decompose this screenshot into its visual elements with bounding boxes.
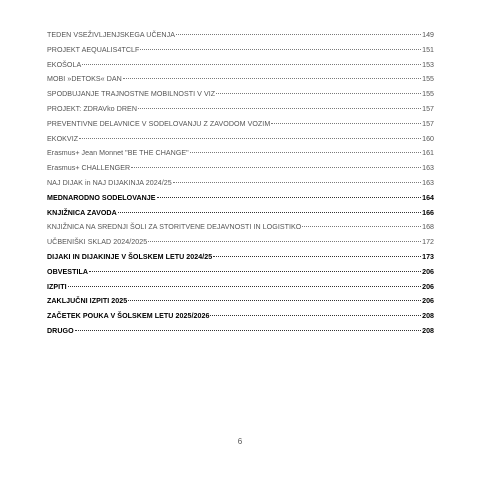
toc-entry-title: TEDEN VSEŽIVLJENJSKEGA UČENJA [47, 31, 175, 39]
toc-entry[interactable] [47, 220, 434, 235]
toc-entry-title: NAJ DIJAK in NAJ DIJAKINJA 2024/25 [47, 178, 172, 187]
toc-entry[interactable] [47, 206, 434, 221]
toc-entry-page: 173 [422, 252, 434, 261]
toc-entry[interactable] [47, 58, 434, 73]
toc-entry-page: 206 [422, 282, 434, 291]
toc-entry-page: 164 [422, 193, 434, 202]
toc-entry-page: 155 [422, 90, 434, 99]
toc-entry[interactable] [47, 309, 434, 324]
toc-entry-page: 161 [422, 149, 434, 158]
toc-entry[interactable] [47, 265, 434, 280]
toc-entry-page: 206 [422, 297, 434, 306]
toc-entry[interactable] [47, 324, 434, 339]
dot-leader [157, 197, 422, 198]
table-of-contents [47, 28, 434, 339]
dot-leader [68, 286, 422, 287]
toc-entry[interactable] [47, 280, 434, 295]
toc-entry-title: Erasmus+ CHALLENGER [47, 164, 131, 173]
toc-entry-page: 153 [422, 60, 434, 69]
dot-leader [128, 300, 421, 301]
dot-leader [79, 138, 421, 139]
toc-entry-title: OBVESTILA [47, 267, 89, 276]
toc-entry-title: DIJAKI IN DIJAKINJE V ŠOLSKEM LETU 2024/25 [47, 252, 213, 261]
dot-leader [138, 108, 421, 109]
toc-entry-page: 163 [422, 178, 434, 187]
toc-entry-title: EKOKVIZ [47, 134, 79, 143]
toc-entry[interactable] [47, 146, 434, 161]
toc-entry-title: MEDNARODNO SODELOVANJE [47, 193, 156, 202]
dot-leader [271, 123, 421, 124]
toc-entry-title: SPODBUJANJE TRAJNOSTNE MOBILNOSTI V VIZ [47, 90, 216, 99]
dot-leader [302, 226, 421, 227]
toc-entry[interactable] [47, 87, 434, 102]
dot-leader [118, 212, 421, 213]
toc-entry-page: 208 [422, 326, 434, 335]
toc-entry-title: PROJEKT: ZDRAVko DREN [47, 104, 137, 113]
dot-leader [210, 315, 421, 316]
toc-entry-page: 149 [422, 31, 434, 39]
dot-leader [89, 271, 421, 272]
toc-entry-page: 155 [422, 75, 434, 84]
toc-entry-page: 157 [422, 119, 434, 128]
toc-entry-title: EKOŠOLA [47, 60, 82, 69]
toc-entry-title: PREVENTIVNE DELAVNICE V SODELOVANJU Z ZAVODOM VOZIM [47, 119, 271, 128]
dot-leader [216, 93, 421, 94]
toc-entry-title: KNJIŽNICA NA SREDNJI ŠOLI ZA STORITVENE DEJAVNOSTI IN LOGISTIKO [47, 223, 302, 232]
dot-leader [82, 64, 421, 65]
toc-entry[interactable] [47, 132, 434, 147]
dot-leader [190, 152, 421, 153]
toc-entry-title: PROJEKT AEQUALIS4TCLF [47, 45, 140, 54]
toc-entry-title: UČBENIŠKI SKLAD 2024/2025 [47, 238, 148, 247]
toc-entry-page: 168 [422, 223, 434, 232]
toc-entry[interactable] [47, 102, 434, 117]
toc-entry-title: DRUGO [47, 326, 74, 335]
dot-leader [173, 182, 421, 183]
dot-leader [131, 167, 421, 168]
toc-entry[interactable] [47, 235, 434, 250]
toc-entry[interactable] [47, 176, 434, 191]
toc-entry-title: MOBI »DETOKS« DAN [47, 75, 122, 84]
toc-entry-page: 208 [422, 312, 434, 321]
toc-entry-title: IZPITI [47, 282, 67, 291]
toc-entry[interactable] [47, 72, 434, 87]
dot-leader [148, 241, 421, 242]
toc-entry[interactable] [47, 191, 434, 206]
dot-leader [176, 34, 421, 35]
toc-entry[interactable] [47, 43, 434, 58]
toc-entry-page: 163 [422, 164, 434, 173]
toc-entry-title: KNJIŽNICA ZAVODA [47, 208, 117, 217]
dot-leader [75, 330, 422, 331]
toc-entry-page: 160 [422, 134, 434, 143]
page-number: 6 [237, 437, 243, 446]
toc-entry-page: 166 [422, 208, 434, 217]
toc-entry-title: Erasmus+ Jean Monnet "BE THE CHANGE" [47, 149, 189, 158]
toc-entry[interactable] [47, 28, 434, 43]
toc-entry[interactable] [47, 294, 434, 309]
toc-entry-page: 157 [422, 104, 434, 113]
dot-leader [140, 49, 421, 50]
toc-entry-title: ZAČETEK POUKA V ŠOLSKEM LETU 2025/2026 [47, 312, 210, 321]
toc-entry-page: 151 [422, 45, 434, 54]
toc-entry-page: 172 [422, 238, 434, 247]
toc-entry-title: ZAKLJUČNI IZPITI 2025 [47, 297, 128, 306]
dot-leader [123, 78, 421, 79]
toc-entry[interactable] [47, 117, 434, 132]
toc-entry[interactable] [47, 250, 434, 265]
toc-entry[interactable] [47, 161, 434, 176]
toc-entry-page: 206 [422, 267, 434, 276]
dot-leader [213, 256, 421, 257]
